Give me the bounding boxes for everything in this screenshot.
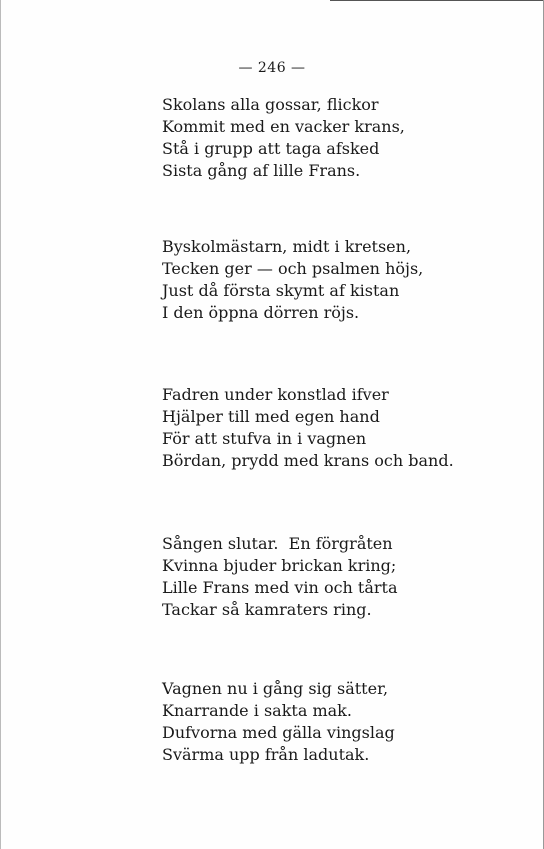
page-number: — 246 — bbox=[238, 60, 306, 76]
verse-line: Svärma upp från ladutak. bbox=[162, 745, 370, 764]
verse-line: Skolans alla gossar, flickor bbox=[162, 95, 379, 114]
verse-line: Byskolmästarn, midt i kretsen, bbox=[162, 237, 412, 256]
verse-line: Hjälper till med egen hand bbox=[162, 407, 380, 426]
verse-line: Fadren under konstlad ifver bbox=[162, 385, 389, 404]
verse-line: För att stufva in i vagnen bbox=[162, 429, 367, 448]
stanza-4 bbox=[162, 533, 398, 621]
verse-line: Tackar så kamraters ring. bbox=[162, 600, 372, 619]
top-edge-rule bbox=[330, 0, 544, 1]
verse-line: Vagnen nu i gång sig sätter, bbox=[162, 679, 389, 698]
stanza-1 bbox=[162, 94, 405, 182]
verse-line: Knarrande i sakta mak. bbox=[162, 701, 352, 720]
verse-line: Lille Frans med vin och tårta bbox=[162, 578, 398, 597]
stanza-5 bbox=[162, 678, 395, 766]
stanza-3 bbox=[162, 384, 454, 472]
verse-line: Just då första skymt af kistan bbox=[162, 281, 400, 300]
verse-line: Stå i grupp att taga afsked bbox=[162, 139, 380, 158]
verse-line: Sista gång af lille Frans. bbox=[162, 161, 361, 180]
verse-line: Dufvorna med gälla vingslag bbox=[162, 723, 395, 742]
verse-line: Tecken ger — och psalmen höjs, bbox=[162, 259, 424, 278]
verse-line: Kommit med en vacker krans, bbox=[162, 117, 405, 136]
verse-line: Bördan, prydd med krans och band. bbox=[162, 451, 454, 470]
verse-line: Sången slutar. En förgråten bbox=[162, 534, 393, 553]
left-page-edge bbox=[0, 0, 1, 849]
verse-line: I den öppna dörren röjs. bbox=[162, 303, 360, 322]
verse-line: Kvinna bjuder brickan kring; bbox=[162, 556, 397, 575]
stanza-2 bbox=[162, 236, 423, 324]
